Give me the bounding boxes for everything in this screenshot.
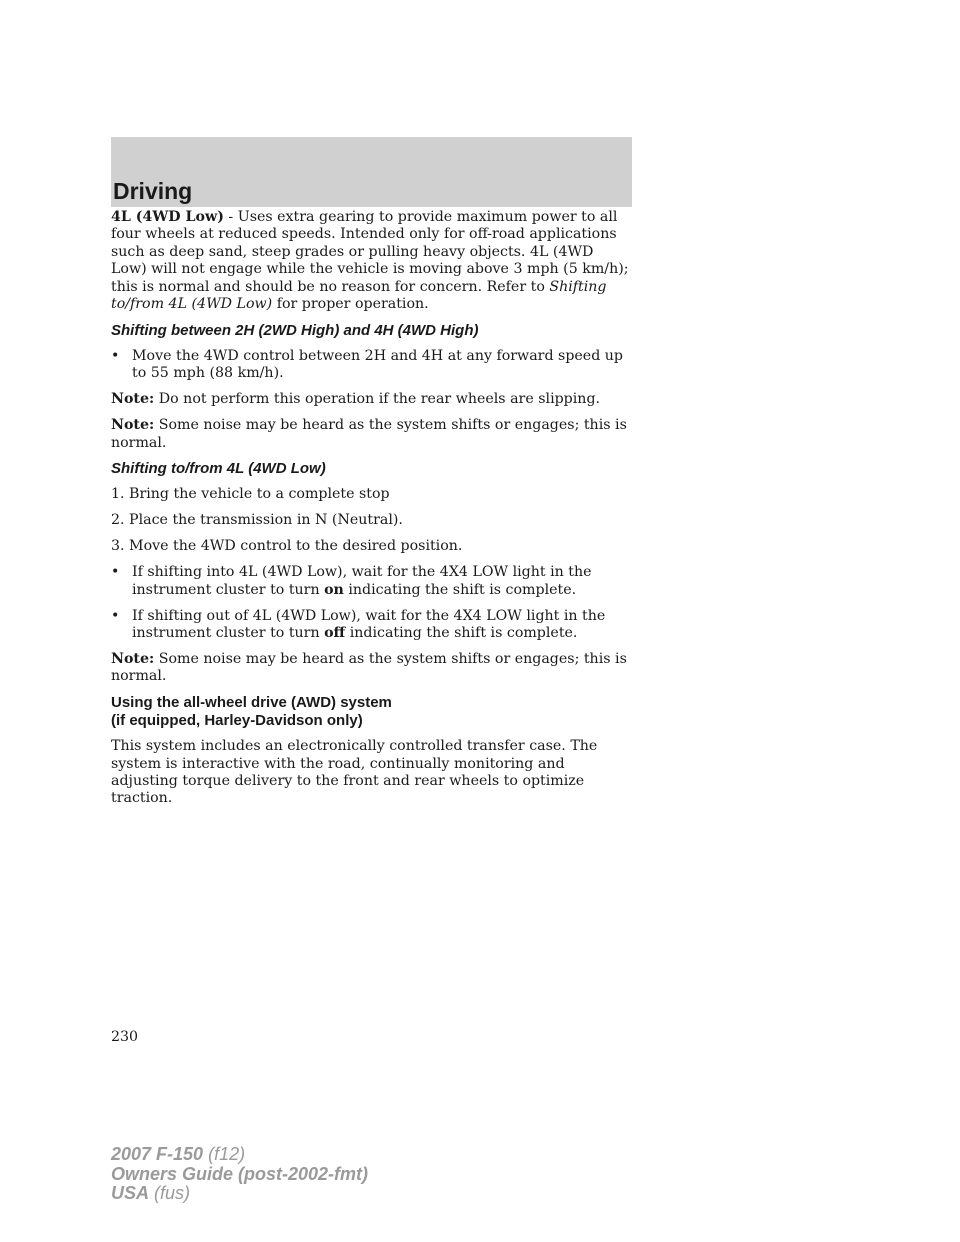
step-2: 2. Place the transmission in N (Neutral). <box>111 512 403 529</box>
bullet-text: indicating the shift is complete. <box>345 624 578 641</box>
bullet-icon: • <box>111 564 120 581</box>
heading-awd-line2: (if equipped, Harley-Davidson only) <box>111 712 363 730</box>
note-label: Note: <box>111 417 155 434</box>
intro-paragraph <box>111 209 633 313</box>
note-text: Some noise may be heard as the system shifts or engages; this is normal. <box>111 417 627 451</box>
footer-line-model <box>111 1145 368 1165</box>
note-noise <box>111 417 633 452</box>
footer-region: USA <box>111 1183 150 1203</box>
note-slipping <box>111 391 633 408</box>
intro-tail: for proper operation. <box>272 296 429 313</box>
bullet-text: If shifting out of 4L (4WD Low), wait for the 4X4 LOW light in the instrument cluster to turn <box>132 607 606 641</box>
bullet-item <box>111 608 633 643</box>
page-content <box>111 209 633 816</box>
bullet-item <box>111 564 633 599</box>
bullet-text: Move the 4WD control between 2H and 4H at any forward speed up to 55 mph (88 km/h). <box>132 347 623 382</box>
bullet-icon: • <box>111 607 120 624</box>
section-title: Driving <box>113 178 193 204</box>
heading-2h-4h: Shifting between 2H (2WD High) and 4H (4WD High) <box>111 321 479 339</box>
bullet-text: indicating the shift is complete. <box>343 581 577 598</box>
footer-line-region <box>111 1184 368 1204</box>
bullet-emphasis: on <box>324 581 344 598</box>
bullet-icon: • <box>111 347 120 364</box>
footer-model: 2007 F-150 <box>111 1144 204 1164</box>
footer-model-code: (f12) <box>203 1144 246 1164</box>
heading-awd <box>111 694 633 730</box>
note-label: Note: <box>111 391 155 408</box>
note-label: Note: <box>111 650 155 667</box>
document-footer <box>111 1145 368 1204</box>
note-noise-2 <box>111 651 633 686</box>
note-text: Some noise may be heard as the system shifts or engages; this is normal. <box>111 650 627 685</box>
bullet-emphasis: off <box>324 624 346 641</box>
bullet-item <box>111 348 633 383</box>
intro-term: 4L (4WD Low) <box>111 209 224 225</box>
page-number: 230 <box>111 1029 139 1045</box>
note-text: Do not perform this operation if the rear wheels are slipping. <box>154 391 601 408</box>
footer-region-code: (fus) <box>149 1183 191 1203</box>
footer-guide: Owners Guide (post-2002-fmt) <box>111 1163 369 1184</box>
awd-paragraph: This system includes an electronically controlled transfer case. The system is interactive with the road, continually monitoring and adjusting torque delivery to the front and rear wheels to optimize traction. <box>111 738 598 807</box>
bullet-text: If shifting into 4L (4WD Low), wait for the 4X4 LOW light in the instrument cluster to turn <box>132 564 592 598</box>
step-1: 1. Bring the vehicle to a complete stop <box>111 486 390 503</box>
heading-awd-line1: Using the all-wheel drive (AWD) system <box>111 694 392 712</box>
intro-cross-reference: Shifting to/from 4L (4WD Low) <box>111 278 607 313</box>
heading-4l: Shifting to/from 4L (4WD Low) <box>111 460 326 478</box>
intro-text: - Uses extra gearing to provide maximum power to all four wheels at reduced speeds. Intended only for off-road applications such as deep sand, steep grades or pulling heavy objects. 4L (4WD Low) will not engage while the vehicle is moving above 3 mph (5 km/h); this is normal and should be no reason for concern. Refer to <box>111 209 629 295</box>
step-3: 3. Move the 4WD control to the desired position. <box>111 538 463 555</box>
